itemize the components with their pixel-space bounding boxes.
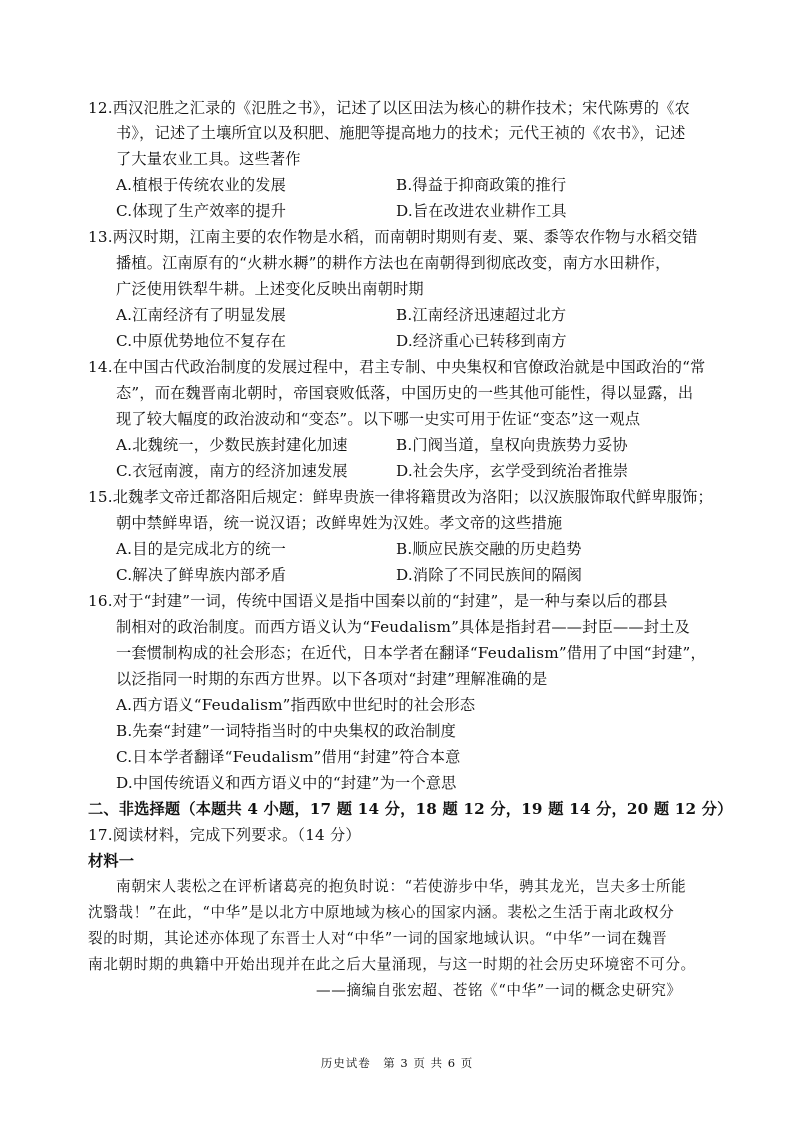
q16-option-a: A.西方语义“Feudalism”指西欧中世纪时的社会形态 — [116, 696, 476, 714]
q13-stem-line-1: 13.两汉时期，江南主要的农作物是水稻，而南朝时期则有麦、粟、黍等农作物与水稻交错 — [88, 228, 698, 246]
q16-option-d: D.中国传统语义和西方语义中的“封建”为一个意思 — [116, 774, 457, 792]
q14-option-a: A.北魏统一，少数民族封建化加速 — [116, 436, 348, 454]
page-footer: 历史试卷 第 3 页 共 6 页 — [320, 1056, 474, 1070]
material-source: ——摘编自张宏超、苍铭《“中华”一词的概念史研究》 — [316, 982, 682, 999]
q13-option-d: D.经济重心已转移到南方 — [396, 332, 567, 350]
q16-option-b: B.先秦“封建”一词特指当时的中央集权的政治制度 — [116, 722, 457, 740]
q14-stem-line-2: 态”，而在魏晋南北朝时，帝国衰败低落，中国历史的一些其他可能性，得以显露，出 — [116, 384, 694, 402]
q15-option-c: C.解决了鲜卑族内部矛盾 — [116, 566, 287, 584]
q14-option-c: C.衣冠南渡，南方的经济加速发展 — [116, 462, 348, 480]
material-line-3: 裂的时期，其论述亦体现了东晋士人对“中华”一词的国家地域认识。“中华”一词在魏晋 — [88, 930, 668, 947]
q12-stem-line-1: 12.西汉氾胜之汇录的《氾胜之书》，记述了以区田法为核心的耕作技术；宋代陈旉的《农 — [88, 99, 690, 117]
q16-stem-line-3: 一套惯制构成的社会形态；在近代，日本学者在翻译“Feudalism”借用了中国“封建”， — [116, 644, 706, 662]
q13-stem-line-3: 广泛使用铁犁牛耕。上述变化反映出南朝时期 — [116, 280, 424, 298]
q14-stem-line-3: 现了较大幅度的政治波动和“变态”。以下哪一史实可用于佐证“变态”这一观点 — [116, 410, 641, 428]
q16-stem-line-1: 16.对于“封建”一词，传统中国语义是指中国秦以前的“封建”，是一种与秦以后的郡县 — [88, 592, 668, 610]
q15-option-d: D.消除了不同民族间的隔阂 — [396, 566, 583, 584]
q14-option-d: D.社会失序，玄学受到统治者推崇 — [396, 462, 629, 480]
q12-stem-line-3: 了大量农业工具。这些著作 — [116, 150, 301, 168]
material-line-2: 沈翳哉！”在此，“中华”是以北方中原地域为核心的国家内涵。裴松之生活于南北政权分 — [88, 904, 675, 921]
q15-stem-line-2: 朝中禁鲜卑语，统一说汉语；改鲜卑姓为汉姓。孝文帝的这些措施 — [116, 514, 563, 532]
q14-option-b: B.门阀当道，皇权向贵族势力妥协 — [396, 436, 628, 454]
material-line-1: 南朝宋人裴松之在评析诸葛亮的抱负时说：“若使游步中华，骋其龙光，岂夫多士所能 — [116, 878, 687, 895]
q16-option-c: C.日本学者翻译“Feudalism”借用“封建”符合本意 — [116, 748, 461, 766]
q15-stem-line-1: 15.北魏孝文帝迁都洛阳后规定：鲜卑贵族一律将籍贯改为洛阳；以汉族服饰取代鲜卑服饰； — [88, 488, 713, 506]
q12-option-c: C.体现了生产效率的提升 — [116, 202, 287, 220]
q14-stem-line-1: 14.在中国古代政治制度的发展过程中，君主专制、中央集权和官僚政治就是中国政治的“常 — [88, 358, 706, 376]
q12-stem-line-2: 书》，记述了土壤所宜以及积肥、施肥等提高地力的技术；元代王祯的《农书》，记述 — [116, 124, 686, 142]
q16-stem-line-2: 制相对的政治制度。而西方语义认为“Feudalism”具体是指封君——封臣——封土及 — [116, 618, 690, 636]
q15-option-a: A.目的是完成北方的统一 — [116, 540, 287, 558]
q13-option-a: A.江南经济有了明显发展 — [116, 306, 287, 324]
q12-option-a: A.植根于传统农业的发展 — [116, 176, 287, 194]
q13-option-c: C.中原优势地位不复存在 — [116, 332, 287, 350]
material-line-4: 南北朝时期的典籍中开始出现并在此之后大量涌现，与这一时期的社会历史环境密不可分。 — [88, 956, 696, 973]
material-label: 材料一 — [88, 852, 135, 870]
q15-option-b: B.顺应民族交融的历史趋势 — [396, 540, 582, 558]
q12-option-d: D.旨在改进农业耕作工具 — [396, 202, 567, 220]
q16-stem-line-4: 以泛指同一时期的东西方世界。以下各项对“封建”理解准确的是 — [116, 670, 548, 688]
q13-option-b: B.江南经济迅速超过北方 — [396, 306, 567, 324]
q12-option-b: B.得益于抑商政策的推行 — [396, 176, 567, 194]
q13-stem-line-2: 播植。江南原有的“火耕水耨”的耕作方法也在南朝得到彻底改变，南方水田耕作， — [116, 254, 671, 272]
q17-intro: 17.阅读材料，完成下列要求。（14 分） — [88, 826, 361, 844]
section2-heading: 二、非选择题（本题共 4 小题，17 题 14 分，18 题 12 分，19 题 14 分，20 题 12 分） — [88, 800, 733, 818]
